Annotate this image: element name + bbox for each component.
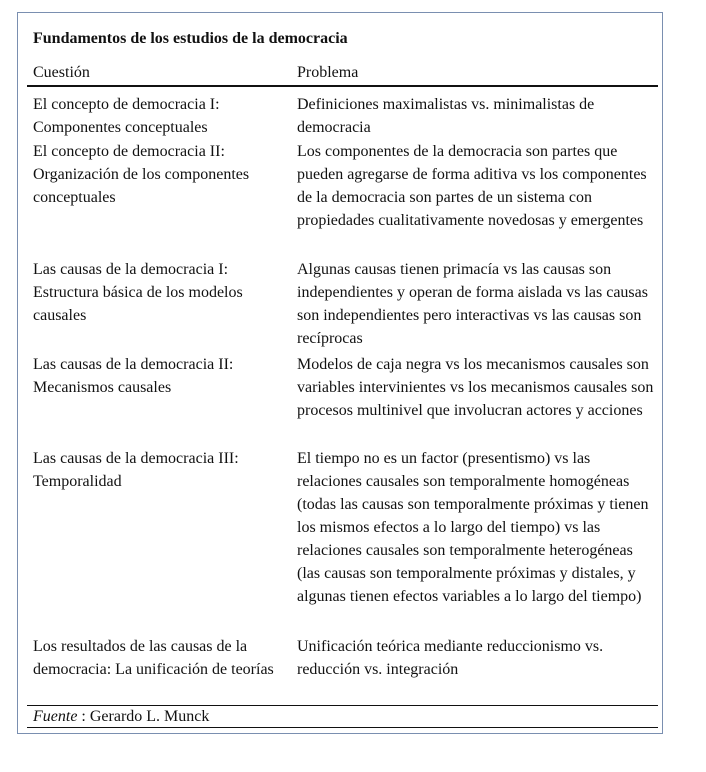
- row-6-question: Los resultados de las causas de la democracia: La unificación de teorías: [33, 638, 274, 678]
- row-5-question: Las causas de la democracia III: Temporalidad: [33, 450, 239, 490]
- row-3-question: Las causas de la democracia I: Estructura básica de los modelos causales: [33, 261, 243, 324]
- source-label: Fuente: [33, 708, 78, 725]
- row-1-problem: Definiciones maximalistas vs. minimalistas de democracia: [297, 96, 595, 136]
- row-3-problem: Algunas causas tienen primacía vs las causas son independientes y operan de forma aislada vs las causas son independientes pero interactivas vs las causas son recíprocas: [297, 261, 648, 347]
- row-6-problem: Unificación teórica mediante reduccionismo vs. reducción vs. integración: [297, 638, 604, 678]
- column-header-problem: Problema: [297, 64, 359, 81]
- row-4-question: Las causas de la democracia II: Mecanismos causales: [33, 356, 234, 396]
- row-1-question: El concepto de democracia I: Componentes conceptuales: [33, 96, 220, 136]
- column-header-question: Cuestión: [33, 64, 90, 81]
- row-2-question: El concepto de democracia II: Organización de los componentes conceptuales: [33, 143, 250, 206]
- footer-rule: [27, 727, 658, 728]
- header-rule: [27, 85, 658, 87]
- row-2-problem: Los componentes de la democracia son partes que pueden agregarse de forma aditiva vs los componentes de la democracia son partes de un sistema con propiedades cualitativamente novedosas y emergentes: [297, 143, 647, 229]
- row-5-problem: El tiempo no es un factor (presentismo) vs las relaciones causales son temporalmente homogéneas (todas las causas son temporalmente próximas y tienen los mismos efectos a lo largo del tiempo) vs las relaciones causales son temporalmente heterogéneas (las causas son temporalmente próximas y distales, y algunas tienen efectos variables a lo largo del tiempo): [297, 450, 649, 605]
- table-title: Fundamentos de los estudios de la democracia: [33, 30, 348, 47]
- row-4-problem: Modelos de caja negra vs los mecanismos causales son variables intervinientes vs los mecanismos causales son procesos multinivel que involucran actores y acciones: [297, 356, 654, 419]
- source-note: [33, 705, 209, 728]
- source-text: : Gerardo L. Munck: [77, 708, 210, 725]
